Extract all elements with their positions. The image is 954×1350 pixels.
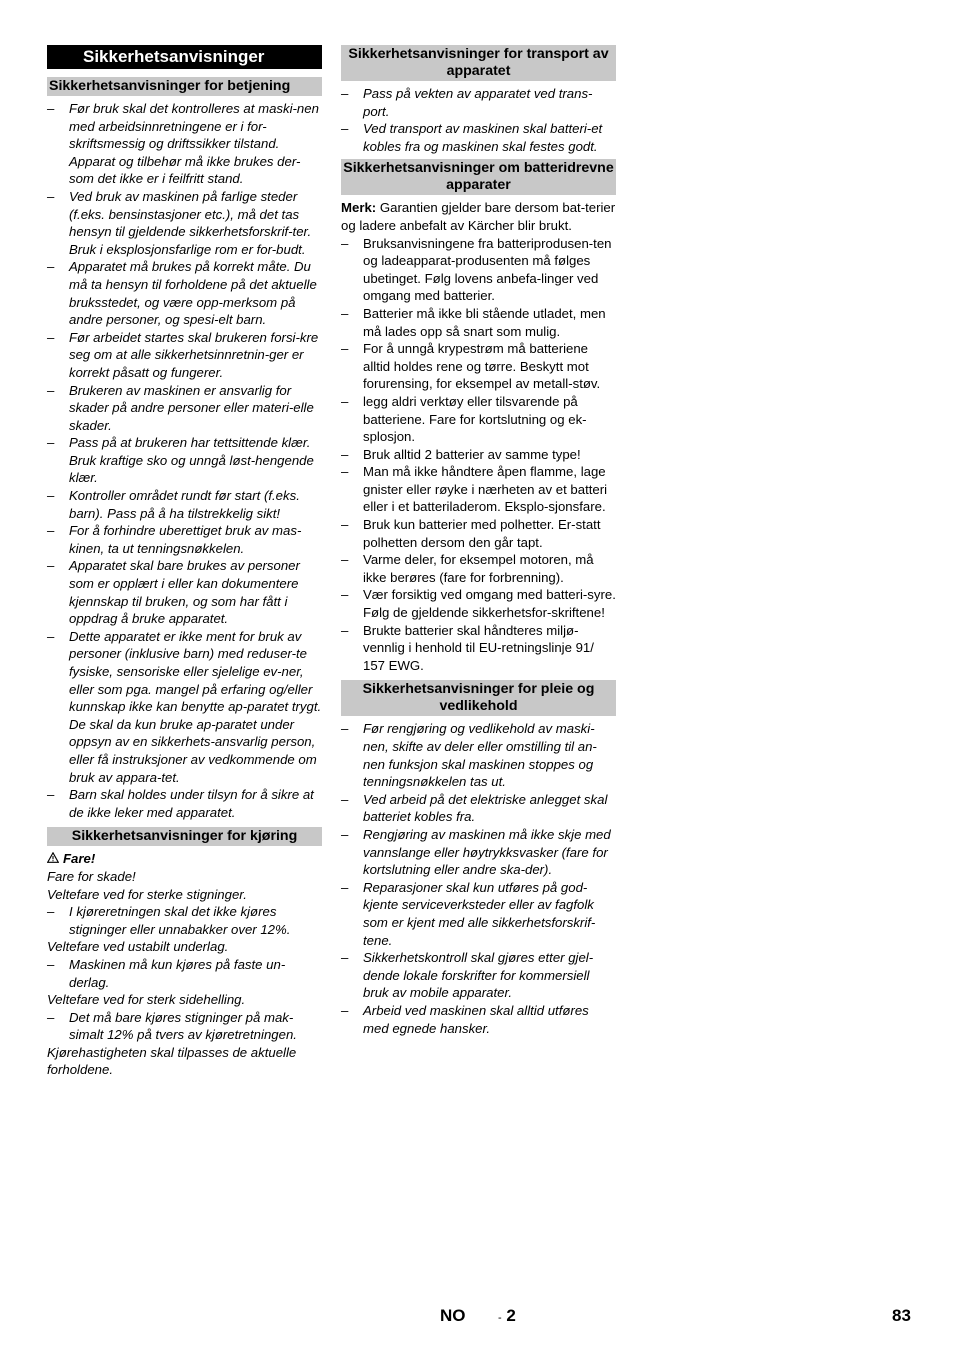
- right-column: [341, 45, 616, 1037]
- list-item: – Apparatet må brukes på korrekt måte. Du må ta hensyn til forholdene på det aktuelle bruksstedet, og være opp-merksom på andre personer, og spesi-elt barn.: [47, 258, 322, 328]
- list-item: – Kontroller området rundt før start (f.eks. barn). Pass på å ha tilstrekkelig sikt!: [47, 487, 322, 522]
- warning-triangle-icon: [47, 850, 63, 868]
- left-column: [47, 45, 322, 1079]
- note-text: Garantien gjelder bare dersom bat-terier og ladere anbefalt av Kärcher blir brukt.: [341, 200, 616, 233]
- list-item: – Arbeid ved maskinen skal alltid utføres med egnede hansker.: [341, 1002, 616, 1037]
- list-kjoring-1: [47, 903, 322, 938]
- list-item: – Man må ikke håndtere åpen flamme, lage gnister eller røyke i nærheten av et batteri eller i et batteriladerom. Eksplo-sjonsfare.: [341, 463, 616, 516]
- list-item: – Før arbeidet startes skal brukeren forsi-kre seg om at alle sikkerhetsinnretnin-ger er korrekt påsatt og fungerer.: [47, 329, 322, 382]
- list-item: – Sikkerhetskontroll skal gjøres etter gjel-dende lokale forskrifter for kommersiell bruk av mobile apparater.: [341, 949, 616, 1002]
- heading-batteri: Sikkerhetsanvisninger om batteridrevne apparater: [341, 159, 616, 195]
- list-item: – Rengjøring av maskinen må ikke skje med vannslange eller høytrykksvasker (fare for kortslutning eller andre ska-der).: [341, 826, 616, 879]
- list-item: – Pass på vekten av apparatet ved trans-port.: [341, 85, 616, 120]
- paragraph: Kjørehastigheten skal tilpasses de aktuelle forholdene.: [47, 1044, 297, 1078]
- list-item: – Brukeren av maskinen er ansvarlig for skader på andre personer eller materi-elle skader.: [47, 382, 322, 435]
- list-item: – Varme deler, for eksempel motoren, må ikke berøres (fare for forbrenning).: [341, 551, 616, 586]
- page-number: 83: [892, 1306, 911, 1325]
- footer-section: - 2: [498, 1306, 516, 1325]
- list-batteri: [341, 235, 616, 675]
- list-item: – Reparasjoner skal kun utføres på god-kjente serviceverksteder eller av fagfolk som er kjent med alle sikkerhetsforskrif-tene.: [341, 879, 616, 949]
- warning-label: Fare!: [63, 851, 96, 867]
- list-kjoring-3: [47, 1009, 322, 1044]
- warning-line: [47, 850, 322, 868]
- list-item: – I kjøreretningen skal det ikke kjøres stigninger eller unnabakker over 12%.: [47, 903, 322, 938]
- paragraph: Veltefare ved for sterke stigninger.: [47, 886, 247, 902]
- list-kjoring-2: [47, 956, 322, 991]
- list-item: – Barn skal holdes under tilsyn for å sikre at de ikke leker med apparatet.: [47, 786, 322, 821]
- list-item: – Før bruk skal det kontrolleres at maski-nen med arbeidsinnretningene er i for-skriftsmessig og driftssikker tilstand. Apparat og tilbehør må ikke brukes der-som det ikke er i feilfritt stand.: [47, 100, 322, 188]
- main-title: Sikkerhetsanvisninger: [47, 45, 322, 69]
- list-item: – For å unngå krypestrøm må batteriene alltid holdes rene og tørre. Beskytt mot forurensing, for eksempel av metall-støv.: [341, 340, 616, 393]
- list-item: – Brukte batterier skal håndteres miljø-vennlig i henhold til EU-retningslinje 91/ 157 EWG.: [341, 622, 616, 675]
- list-item: – Vær forsiktig ved omgang med batteri-syre. Følg de gjeldende sikkerhetsfor-skriftene!: [341, 586, 616, 621]
- heading-kjoring: Sikkerhetsanvisninger for kjøring: [47, 827, 322, 846]
- list-item: – legg aldri verktøy eller tilsvarende på batteriene. Fare for kortslutning og ek-splosjon.: [341, 393, 616, 446]
- list-item: – Maskinen må kun kjøres på faste un-derlag.: [47, 956, 322, 991]
- list-item: – Pass på at brukeren har tettsittende klær. Bruk kraftige sko og unngå løst-hengende klær.: [47, 434, 322, 487]
- list-item: – Bruk kun batterier med polhetter. Er-statt polhetten dersom den går tapt.: [341, 516, 616, 551]
- list-pleie: [341, 720, 616, 1037]
- list-item: – Apparatet skal bare brukes av personer som er opplært i eller kan dokumentere kjennskap til bruken, og som har fått i oppdrag å bruke apparatet.: [47, 557, 322, 627]
- paragraph: Veltefare ved ustabilt underlag.: [47, 939, 229, 955]
- list-item: – Ved transport av maskinen skal batteri-et kobles fra og maskinen skal festes godt.: [341, 120, 616, 155]
- paragraph: Veltefare ved for sterk sidehelling.: [47, 992, 246, 1008]
- list-item: – Bruksanvisningene fra batteriprodusen-ten og ladeapparat-produsenten må følges ubetinget. Følg lovens anbefa-linger ved omgang med batterier.: [341, 235, 616, 305]
- footer-section-number: 2: [506, 1306, 516, 1325]
- note-label: Merk:: [341, 200, 377, 216]
- list-betjening: [47, 100, 322, 821]
- paragraph: Fare for skade!: [47, 868, 136, 884]
- list-item: – For å forhindre uberettiget bruk av mas-kinen, ta ut tenningsnøkkelen.: [47, 522, 322, 557]
- list-transport: [341, 85, 616, 155]
- list-item: – Dette apparatet er ikke ment for bruk av personer (inklusive barn) med reduser-te fysiske, sensoriske eller sjelelige ev-ner, eller som pga. mangel på erfaring og/eller kunnskap ikke kan benytte ap-paratet trygt. De skal da kun bruke ap-paratet under oppsyn av en sikkerhets-ansvarlig person, eller få instruksjoner av vedkommende om bruk av appara-tet.: [47, 628, 322, 786]
- heading-betjening: Sikkerhetsanvisninger for betjening: [47, 77, 322, 96]
- heading-pleie: Sikkerhetsanvisninger for pleie og vedlikehold: [341, 680, 616, 716]
- list-item: – Før rengjøring og vedlikehold av maski-nen, skifte av deler eller omstilling til an-nen funksjon skal maskinen stoppes og tenningsnøkkelen tas ut.: [341, 720, 616, 790]
- note-paragraph: [341, 199, 616, 234]
- list-item: – Batterier må ikke bli stående utladet, men må lades opp så snart som mulig.: [341, 305, 616, 340]
- list-item: – Ved bruk av maskinen på farlige steder (f.eks. bensinstasjoner etc.), må det tas hensyn til gjeldende sikkerhetsforskrif-ter. Bruk i eksplosjonsfarlige rom er for-budt.: [47, 188, 322, 258]
- footer-language: NO: [440, 1306, 466, 1325]
- list-item: – Bruk alltid 2 batterier av samme type!: [341, 446, 616, 464]
- list-item: – Det må bare kjøres stigninger på mak-simalt 12% på tvers av kjøretretningen.: [47, 1009, 322, 1044]
- list-item: – Ved arbeid på det elektriske anlegget skal batteriet kobles fra.: [341, 791, 616, 826]
- heading-transport: Sikkerhetsanvisninger for transport av apparatet: [341, 45, 616, 81]
